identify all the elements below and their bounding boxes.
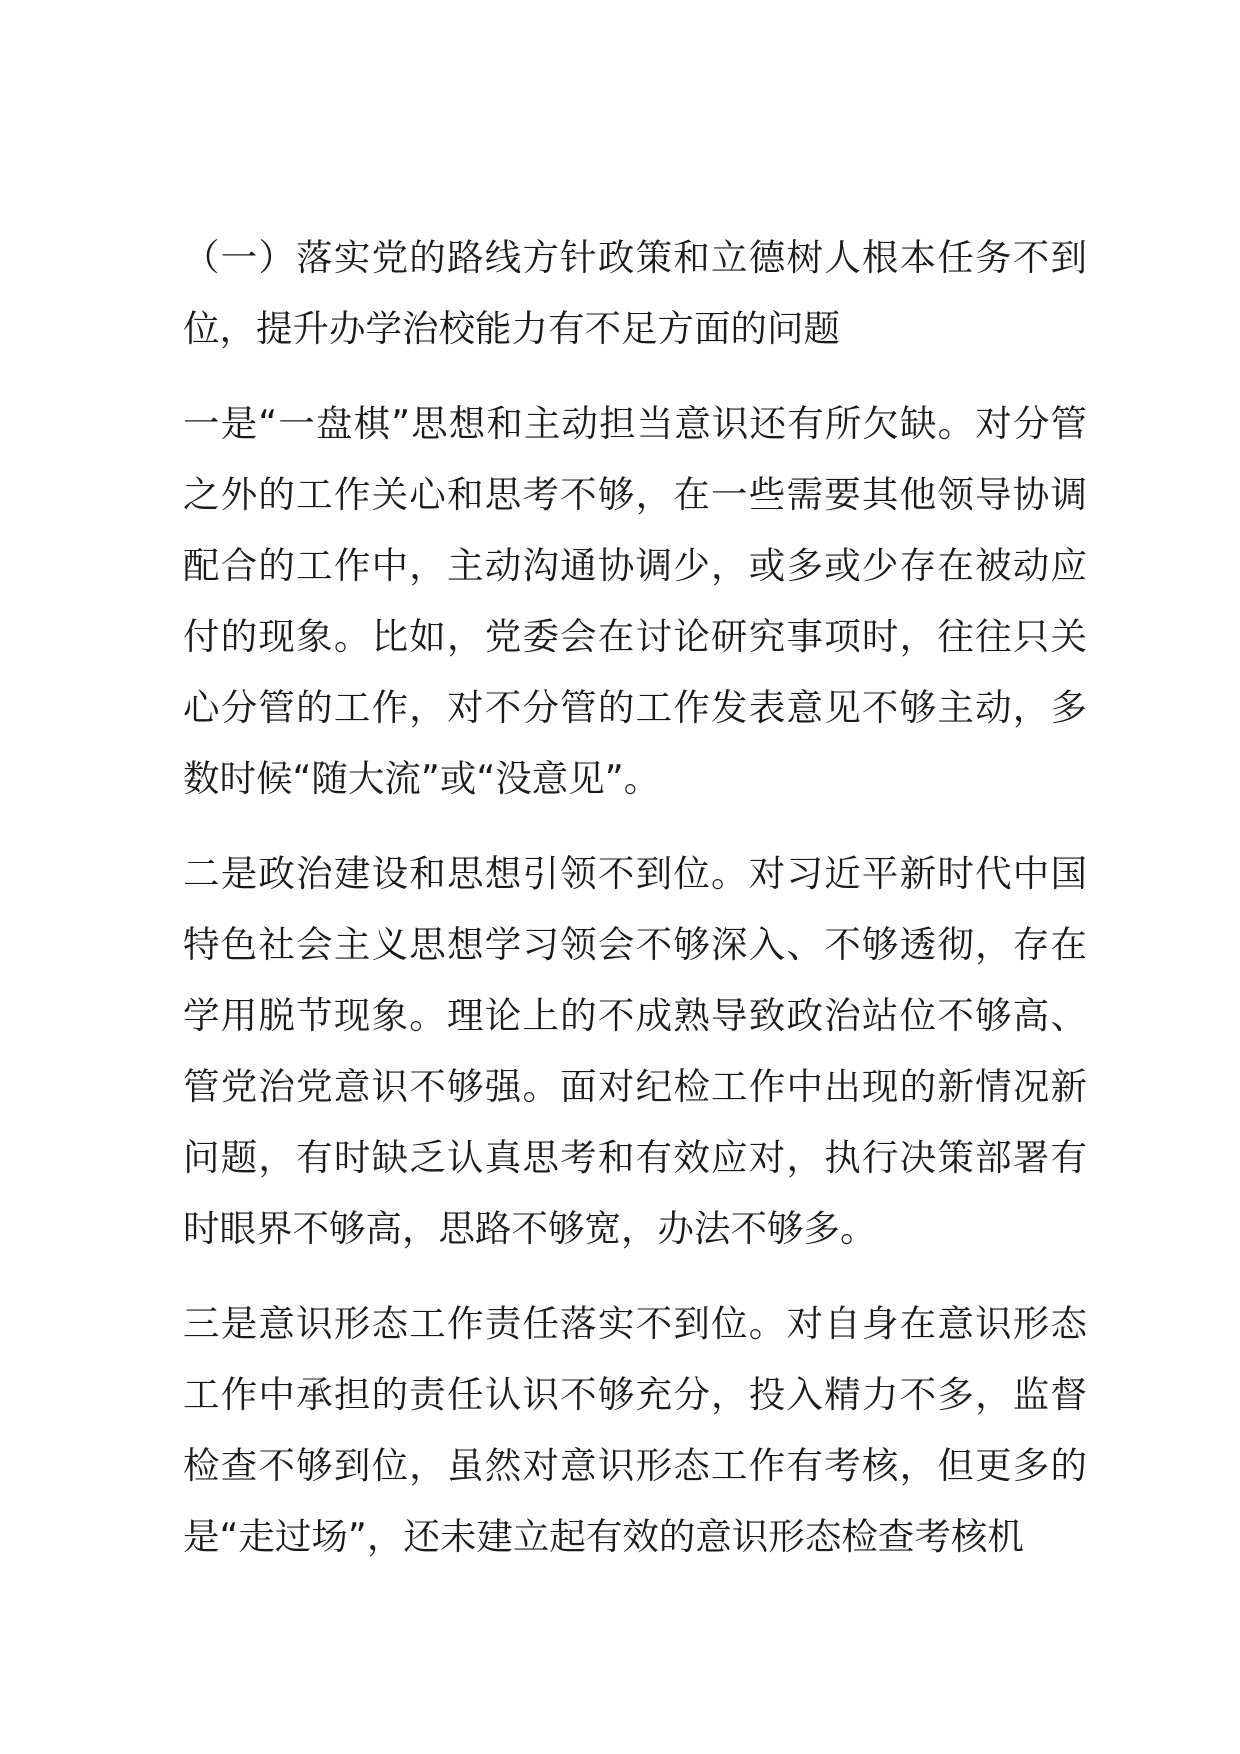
section-heading: （一）落实党的路线方针政策和立德树人根本任务不到位，提升办学治校能力有不足方面的问题 (183, 236, 1087, 350)
paragraph-3: 三是意识形态工作责任落实不到位。对自身在意识形态工作中承担的责任认识不够充分，投入精力不多，监督检查不够到位，虽然对意识形态工作有考核，但更多的是“走过场”，还未建立起有效的意识形态检查考核机 (183, 1302, 1087, 1558)
paragraph-2: 二是政治建设和思想引领不到位。对习近平新时代中国特色社会主义思想学习领会不够深入、不够透彻，存在学用脱节现象。理论上的不成熟导致政治站位不够高、管党治党意识不够强。面对纪检工作中出现的新情况新问题，有时缺乏认真思考和有效应对，执行决策部署有时眼界不够高，思路不够宽，办法不够多。 (183, 852, 1087, 1250)
document-body (183, 222, 1087, 1596)
paragraph-1: 一是“一盘棋”思想和主动担当意识还有所欠缺。对分管之外的工作关心和思考不够，在一些需要其他领导协调配合的工作中，主动沟通协调少，或多或少存在被动应付的现象。比如，党委会在讨论研究事项时，往往只关心分管的工作，对不分管的工作发表意见不够主动，多数时候“随大流”或“没意见”。 (183, 402, 1087, 800)
